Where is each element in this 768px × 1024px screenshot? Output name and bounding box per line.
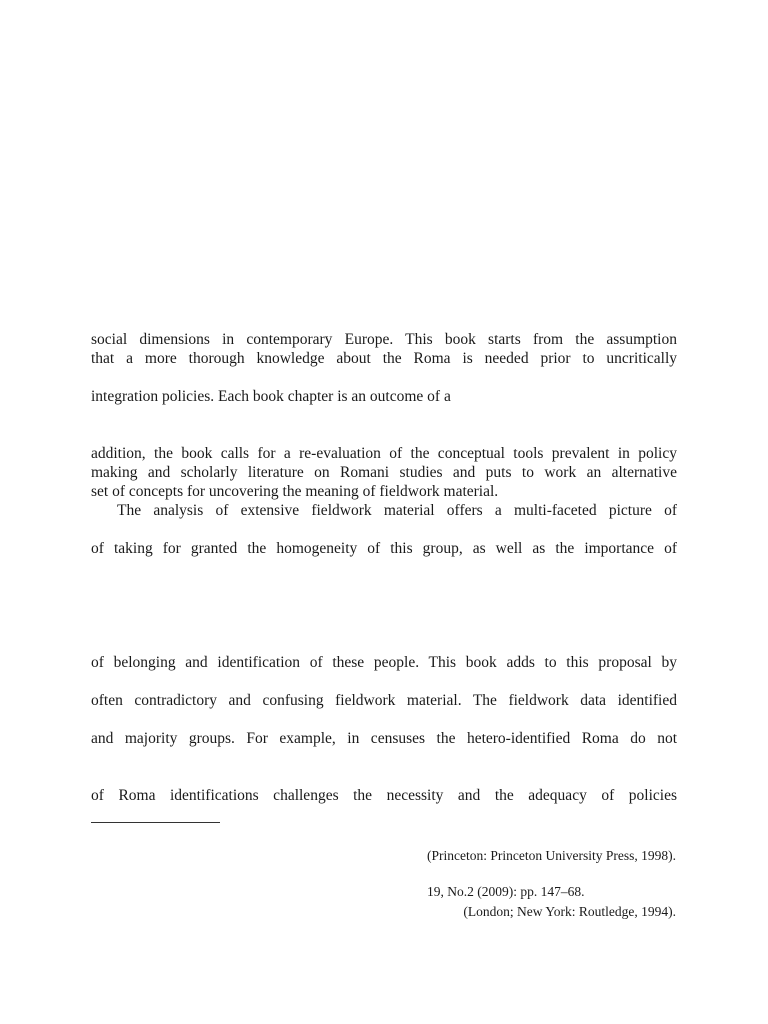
body-line: of taking for granted the homogeneity of this group, as well as the importance of — [91, 540, 677, 557]
body-line: The analysis of extensive fieldwork material offers a multi-faceted picture of — [117, 502, 677, 519]
body-line: often contradictory and confusing fieldwork material. The fieldwork data identified — [91, 692, 677, 709]
body-line: and majority groups. For example, in censuses the hetero-identified Roma do not — [91, 730, 677, 747]
body-line: making and scholarly literature on Romani studies and puts to work an alternative — [91, 464, 677, 481]
body-line: social dimensions in contemporary Europe. This book starts from the assumption — [91, 331, 677, 348]
body-line: of belonging and identification of these people. This book adds to this proposal by — [91, 654, 677, 671]
footnote-separator — [91, 822, 220, 823]
body-line: set of concepts for uncovering the meaning of fieldwork material. — [91, 483, 499, 500]
body-line: of Roma identifications challenges the necessity and the adequacy of policies — [91, 787, 677, 804]
body-line: addition, the book calls for a re-evaluation of the conceptual tools prevalent in policy — [91, 445, 677, 462]
footnote-line: 19, No.2 (2009): pp. 147–68. — [427, 884, 585, 899]
body-line: that a more thorough knowledge about the Roma is needed prior to uncritically — [91, 350, 677, 367]
body-line: integration policies. Each book chapter is an outcome of a — [91, 388, 451, 405]
footnote-line: (London; New York: Routledge, 1994). — [463, 904, 676, 919]
footnote-line: (Princeton: Princeton University Press, 1998). — [427, 848, 676, 863]
